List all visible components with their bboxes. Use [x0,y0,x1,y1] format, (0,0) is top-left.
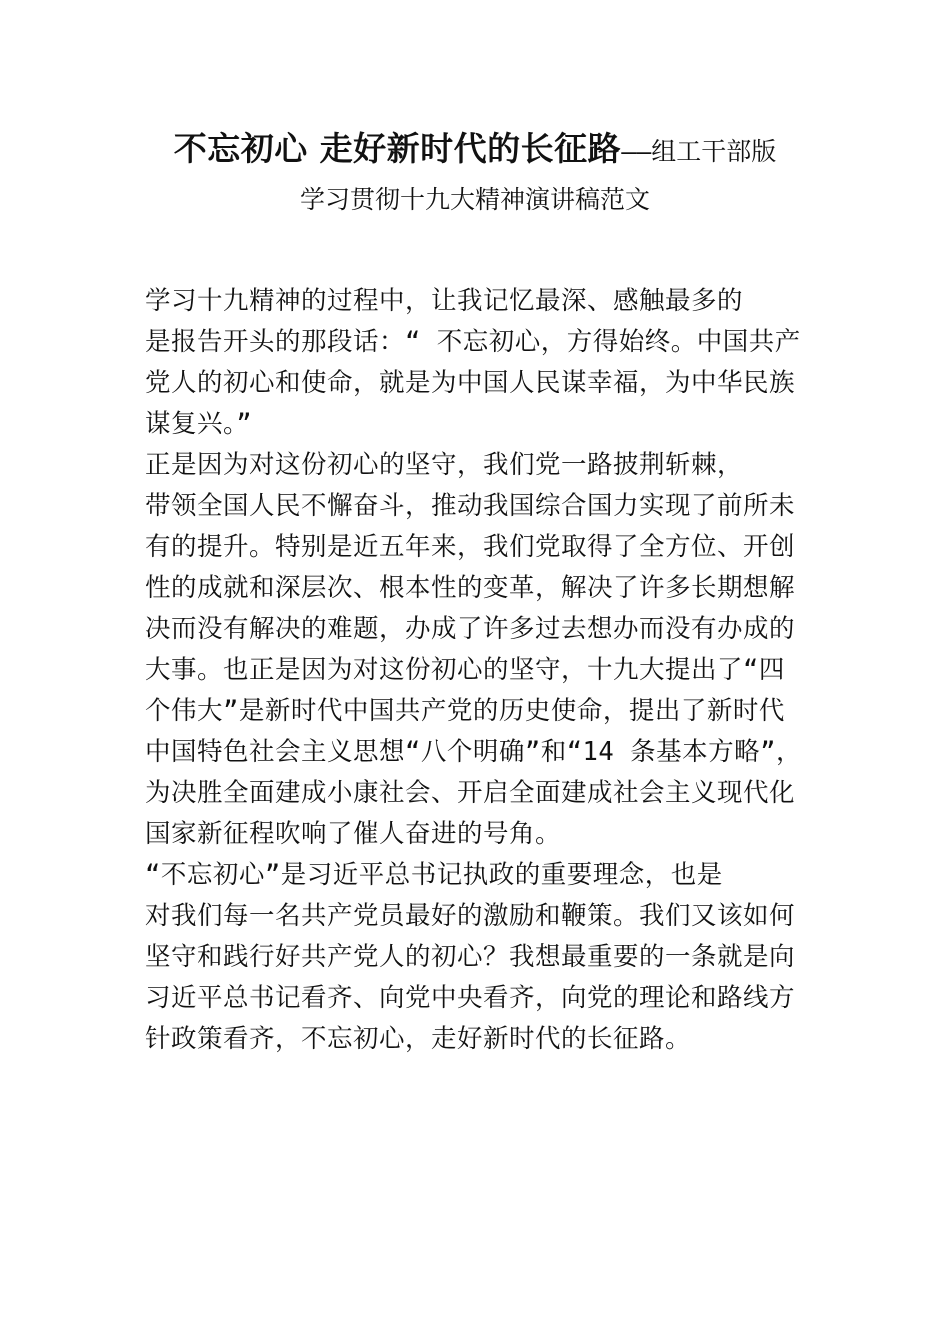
document-body [145,281,808,1060]
document-subtitle: 学习贯彻十九大精神演讲稿范文 [299,185,650,214]
text-line: 正是因为对这份初心的坚守，我们党一路披荆斩棘， [145,450,744,480]
text-line: 大事。也正是因为对这份初心的坚守，十九大提出了“四 [145,655,785,685]
text-line: 决而没有解决的难题，办成了许多过去想办而没有办成的 [145,614,796,644]
text-line: 带领全国人民不懈奋斗，推动我国综合国力实现了前所未 [145,491,796,521]
paragraph-3 [145,855,808,1060]
text-line: 针政策看齐，不忘初心，走好新时代的长征路。 [145,1024,692,1054]
text-line: 坚守和践行好共产党人的初心？我想最重要的一条就是向 [145,942,796,972]
text-line: 国家新征程吹响了催人奋进的号角。 [145,819,562,849]
document-title [60,127,890,177]
paragraph-1 [145,281,808,445]
text-line: 学习十九精神的过程中，让我记忆最深、感触最多的 [145,286,744,316]
text-line: 谋复兴。” [145,409,253,439]
text-line: 性的成就和深层次、根本性的变革，解决了许多长期想解 [145,573,796,603]
text-line: 为决胜全面建成小康社会、开启全面建成社会主义现代化 [145,778,796,808]
text-line: 是报告开头的那段话：“ 不忘初心，方得始终。中国共产 [145,327,801,357]
title-main: 不忘初心 走好新时代的长征路 [173,129,622,168]
text-line: 个伟大”是新时代中国共产党的历史使命，提出了新时代 [145,696,785,726]
text-line: 中国特色社会主义思想“八个明确”和“14 条基本方略”， [145,737,802,767]
paragraph-2 [145,445,808,855]
text-line: “不忘初心”是习近平总书记执政的重要理念，也是 [145,860,723,890]
text-line: 习近平总书记看齐、向党中央看齐，向党的理论和路线方 [145,983,796,1013]
title-suffix: ——组工干部版 [621,137,777,166]
text-line: 对我们每一名共产党员最好的激励和鞭策。我们又该如何 [145,901,796,931]
text-line: 党人的初心和使命，就是为中国人民谋幸福，为中华民族 [145,368,796,398]
text-line: 有的提升。特别是近五年来，我们党取得了全方位、开创 [145,532,796,562]
